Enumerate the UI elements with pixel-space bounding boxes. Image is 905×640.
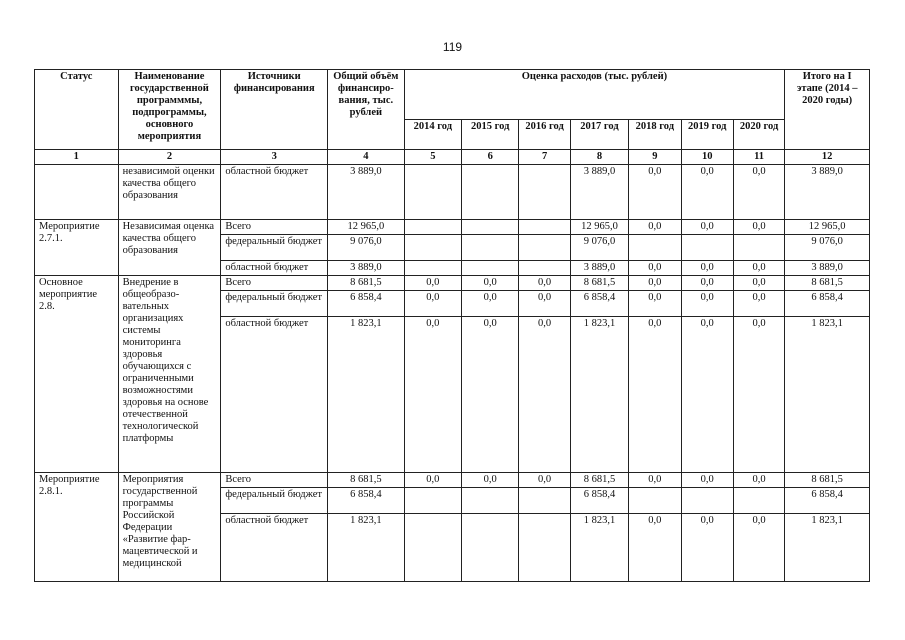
source-cell: федеральный бюджет (221, 291, 328, 317)
name-cell: Внедрение в общеобразо-вательных организациях системы мониторинга здоровья обучающихся с ограниченными возможностями здоровья на основе отечественной технологической платформы (118, 276, 221, 473)
year-cell (404, 235, 461, 261)
year-cell: 9 076,0 (570, 235, 628, 261)
year-cell (404, 514, 461, 582)
stage-total-cell: 3 889,0 (785, 261, 870, 276)
stage-total-cell: 12 965,0 (785, 220, 870, 235)
header-year: 2015 год (462, 120, 519, 150)
year-cell (519, 514, 570, 582)
name-cell: Независимая оценка качества общего образования (118, 220, 221, 276)
total-cell: 8 681,5 (328, 276, 405, 291)
status-cell: Мероприятие 2.8.1. (35, 473, 119, 582)
column-number: 4 (328, 150, 405, 165)
total-cell: 8 681,5 (328, 473, 405, 488)
table-row (35, 165, 870, 220)
year-cell (629, 235, 681, 261)
year-cell (733, 488, 784, 514)
column-number-row (35, 150, 870, 165)
table-row (35, 276, 870, 291)
year-cell: 0,0 (519, 473, 570, 488)
table-row (35, 473, 870, 488)
year-cell: 1 823,1 (570, 317, 628, 473)
year-cell: 0,0 (733, 220, 784, 235)
total-cell: 1 823,1 (328, 514, 405, 582)
source-cell: федеральный бюджет (221, 488, 328, 514)
year-cell: 0,0 (681, 473, 733, 488)
column-number: 10 (681, 150, 733, 165)
year-cell: 0,0 (733, 473, 784, 488)
header-stage-total: Итого на I этапе (2014 – 2020 годы) (785, 70, 870, 150)
column-number: 1 (35, 150, 119, 165)
year-cell (404, 220, 461, 235)
year-cell: 3 889,0 (570, 165, 628, 220)
header-year: 2014 год (404, 120, 461, 150)
stage-total-cell: 6 858,4 (785, 488, 870, 514)
status-cell: Мероприятие 2.7.1. (35, 220, 119, 276)
year-cell (681, 488, 733, 514)
stage-total-cell: 8 681,5 (785, 473, 870, 488)
year-cell: 0,0 (681, 291, 733, 317)
year-cell: 0,0 (629, 165, 681, 220)
year-cell: 8 681,5 (570, 473, 628, 488)
year-cell (519, 165, 570, 220)
page-number: 119 (442, 40, 463, 54)
year-cell (404, 488, 461, 514)
year-cell (519, 235, 570, 261)
year-cell (733, 235, 784, 261)
year-cell (681, 235, 733, 261)
column-number: 12 (785, 150, 870, 165)
status-cell: Основное мероприятие 2.8. (35, 276, 119, 473)
source-cell: областной бюджет (221, 165, 328, 220)
year-cell: 0,0 (681, 276, 733, 291)
total-cell: 12 965,0 (328, 220, 405, 235)
year-cell (519, 488, 570, 514)
table-row (35, 220, 870, 235)
year-cell (462, 261, 519, 276)
budget-table (34, 69, 870, 582)
source-cell: Всего (221, 473, 328, 488)
header-year: 2019 год (681, 120, 733, 150)
year-cell: 0,0 (462, 291, 519, 317)
stage-total-cell: 1 823,1 (785, 514, 870, 582)
year-cell: 0,0 (519, 276, 570, 291)
year-cell: 0,0 (629, 291, 681, 317)
year-cell: 0,0 (629, 276, 681, 291)
column-number: 3 (221, 150, 328, 165)
total-cell: 6 858,4 (328, 488, 405, 514)
year-cell: 0,0 (462, 276, 519, 291)
year-cell (404, 261, 461, 276)
year-cell (462, 220, 519, 235)
year-cell: 3 889,0 (570, 261, 628, 276)
total-cell: 9 076,0 (328, 235, 405, 261)
year-cell: 0,0 (404, 291, 461, 317)
header-year: 2020 год (733, 120, 784, 150)
year-cell: 0,0 (733, 261, 784, 276)
header-source: Источники финансирования (221, 70, 328, 150)
total-cell: 6 858,4 (328, 291, 405, 317)
header-year: 2017 год (570, 120, 628, 150)
year-cell: 0,0 (629, 317, 681, 473)
column-number: 8 (570, 150, 628, 165)
header-year: 2016 год (519, 120, 570, 150)
year-cell (462, 514, 519, 582)
total-cell: 1 823,1 (328, 317, 405, 473)
year-cell: 0,0 (733, 514, 784, 582)
header-name: Наименование государственной программмы, подпрограммы, основного мероприятия (118, 70, 221, 150)
year-cell: 0,0 (629, 473, 681, 488)
source-cell: областной бюджет (221, 261, 328, 276)
year-cell: 0,0 (733, 317, 784, 473)
year-cell: 0,0 (629, 220, 681, 235)
year-cell: 0,0 (629, 514, 681, 582)
year-cell (462, 165, 519, 220)
header-year: 2018 год (629, 120, 681, 150)
year-cell: 0,0 (681, 220, 733, 235)
stage-total-cell: 6 858,4 (785, 291, 870, 317)
year-cell: 0,0 (404, 276, 461, 291)
header-total: Общий объём финансиро-вания, тыс. рублей (328, 70, 405, 150)
total-cell: 3 889,0 (328, 165, 405, 220)
stage-total-cell: 1 823,1 (785, 317, 870, 473)
year-cell: 0,0 (404, 473, 461, 488)
status-cell (35, 165, 119, 220)
column-number: 5 (404, 150, 461, 165)
year-cell (519, 261, 570, 276)
year-cell: 0,0 (681, 317, 733, 473)
source-cell: федеральный бюджет (221, 235, 328, 261)
column-number: 6 (462, 150, 519, 165)
year-cell: 0,0 (681, 165, 733, 220)
year-cell: 0,0 (733, 165, 784, 220)
year-cell: 0,0 (404, 317, 461, 473)
header-status: Статус (35, 70, 119, 150)
column-number: 2 (118, 150, 221, 165)
year-cell: 0,0 (681, 261, 733, 276)
source-cell: областной бюджет (221, 514, 328, 582)
year-cell (462, 235, 519, 261)
total-cell: 3 889,0 (328, 261, 405, 276)
source-cell: Всего (221, 276, 328, 291)
name-cell: Мероприятия государственной программы Российской Федерации «Развитие фар-мацевтической и медицинской (118, 473, 221, 582)
header-estimate: Оценка расходов (тыс. рублей) (404, 70, 785, 120)
name-cell: независимой оценки качества общего образования (118, 165, 221, 220)
year-cell: 0,0 (519, 291, 570, 317)
year-cell: 0,0 (462, 317, 519, 473)
column-number: 9 (629, 150, 681, 165)
stage-total-cell: 8 681,5 (785, 276, 870, 291)
year-cell: 1 823,1 (570, 514, 628, 582)
year-cell: 0,0 (681, 514, 733, 582)
source-cell: областной бюджет (221, 317, 328, 473)
year-cell (629, 488, 681, 514)
stage-total-cell: 3 889,0 (785, 165, 870, 220)
year-cell: 0,0 (462, 473, 519, 488)
year-cell: 6 858,4 (570, 488, 628, 514)
stage-total-cell: 9 076,0 (785, 235, 870, 261)
year-cell: 0,0 (629, 261, 681, 276)
year-cell: 6 858,4 (570, 291, 628, 317)
year-cell (462, 488, 519, 514)
year-cell: 0,0 (733, 291, 784, 317)
year-cell (519, 220, 570, 235)
column-number: 11 (733, 150, 784, 165)
year-cell: 0,0 (519, 317, 570, 473)
year-cell: 8 681,5 (570, 276, 628, 291)
year-cell: 0,0 (733, 276, 784, 291)
year-cell: 12 965,0 (570, 220, 628, 235)
column-number: 7 (519, 150, 570, 165)
source-cell: Всего (221, 220, 328, 235)
year-cell (404, 165, 461, 220)
